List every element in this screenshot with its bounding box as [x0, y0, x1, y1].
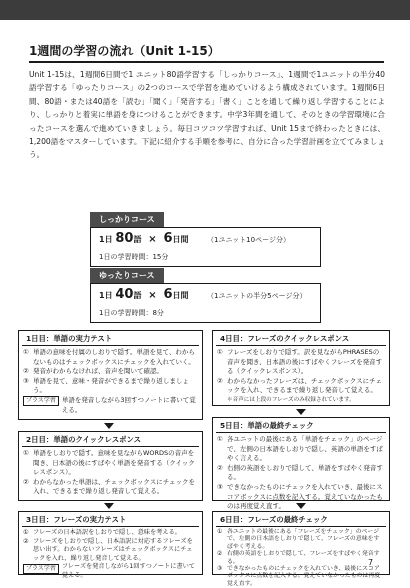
item-number: ② — [217, 463, 223, 472]
plus-study — [23, 563, 198, 580]
flow-arrow-down-icon — [104, 503, 114, 509]
item-text: できなかったものにチェックを入れていき、最後にスコアボックスに点数を記入する。覚えていなかったものは再度覚え直す。 — [227, 566, 381, 587]
step-item — [23, 348, 198, 367]
item-text: できなかったものにチェックを入れていき、最後にスコアボックスに点数を記入する。覚えていなかったものは再度覚え直す。 — [227, 482, 383, 511]
course-note: （1ユニット10ページ分） — [207, 236, 290, 244]
item-text: フレーズの日本語訳をしおりで隠し、意味を考える。 — [33, 529, 181, 536]
step-item — [23, 478, 198, 497]
step-note: ＊音声には上段のフレーズのみ収録されています。 — [227, 396, 355, 403]
course-time: 1日の学習時間：8分 — [99, 309, 164, 317]
item-number: ① — [23, 529, 29, 536]
step-item — [217, 566, 385, 588]
plus-study — [23, 396, 198, 415]
course-days-unit: 日間 — [172, 235, 189, 244]
intro-paragraph: Unit 1-15は、1週間6日間で1 ユニット80語学習する「しっかりコース」、1週間で1ユニットの半分40語学習する「ゆったりコース」の2つのコースで学習を進めていけるよう構成されています。1週間6日間、80語・または40語を「読む」「聞く」「発音する」「書く」ことを通して繰り返し学習することにより、しっかりと着実に単語を身につけることができます。中学3年間を通して、そのときの学習環境に合ったコースを選んで進めていきましょう。毎日コツコツ学習すれば、Unit 15まで終わったときには、1,200語をマスターしています。下記に紹介する手順を参考に、自分に合った学習計画を立ててみましょう。 — [29, 70, 385, 160]
step-day5 — [212, 417, 390, 511]
step-day2 — [18, 431, 203, 501]
course-words-unit: 語 — [133, 291, 142, 300]
item-text: 単語をしおりで隠す。意味を見ながらWORDSの音声を聞き、日本語の後にすばやく単語を発音する（クイックレスポンス）。 — [33, 449, 195, 477]
item-number: ② — [217, 551, 223, 558]
course-time: 1日の学習時間：15分 — [99, 253, 169, 261]
course-day: 1日 — [99, 235, 113, 244]
item-number: ② — [23, 477, 29, 486]
plus-study-text: フレーズを発音しながら1回すつノートに書いて覚える。 — [61, 563, 195, 579]
step-day6 — [212, 511, 390, 587]
item-text: 右側の英語をしおりで隠して、フレーズをすばやく発音する。 — [227, 551, 380, 565]
step-item — [217, 377, 385, 396]
step-item — [23, 449, 198, 478]
flow-arrow-down-icon — [296, 503, 306, 509]
course-words-num: 80 — [115, 231, 134, 246]
top-bar — [0, 0, 410, 20]
course-box-yuttari — [90, 283, 321, 323]
item-number: ① — [217, 435, 223, 443]
course-formula — [99, 231, 189, 246]
course-days-num: 6 — [163, 231, 173, 246]
item-number: ① — [217, 348, 223, 356]
step-item — [23, 367, 198, 377]
course-day: 1日 — [99, 291, 113, 300]
flow-arrow-down-icon — [296, 409, 306, 415]
step-title: 4日目：フレーズのクイックレスポンス — [216, 331, 386, 346]
item-text: 各ユニットの最後にある「フレーズをチェック」のページで、左側の日本語をしおりで隠して、フレーズの意味をすばやく考える。 — [227, 529, 380, 550]
step-day3 — [18, 511, 203, 579]
step-title: 2日目：単語のクイックレスポンス — [22, 432, 199, 447]
item-text: 各ユニットの最後にある「単語をチェック」のページで、左側の日本語をしおりで隠し、英語の単語をすばやく言える。 — [227, 435, 383, 463]
course-formula — [99, 287, 189, 302]
flow-arrow-down-icon — [104, 423, 114, 429]
step-title: 6日目：フレーズの最終チェック — [216, 512, 386, 527]
item-number: ② — [23, 367, 29, 376]
item-text: わからなかった単語は、チェックボックスにチェックを入れ、できるまで繰り返し発音して覚える。 — [33, 477, 196, 496]
step-item — [217, 435, 385, 464]
item-number: ③ — [217, 566, 223, 573]
step-item — [23, 377, 198, 396]
step-item — [217, 348, 385, 377]
step-item — [23, 538, 198, 564]
step-item — [23, 529, 198, 538]
step-title: 5日目：単語の最終チェック — [216, 418, 386, 433]
page-number: 7 — [368, 558, 374, 567]
plus-study-tag: プラス学習 — [23, 396, 59, 406]
course-days-unit: 日間 — [172, 291, 189, 300]
course-days-num: 6 — [163, 287, 173, 302]
item-number: ① — [217, 529, 223, 535]
course-note: （1ユニットの半分5ページ分） — [207, 292, 307, 300]
step-day1 — [18, 330, 203, 420]
item-text: 単語を見て、意味・発音ができるまで繰り返しましょう。 — [33, 376, 189, 395]
item-number: ③ — [217, 482, 223, 491]
item-text: 単語の意味を付属のしおりで隠す。単語を見て、わからないものはチェックボックスにチェックを入れていく。 — [33, 348, 195, 366]
item-text: 発音がわからなければ、音声を聞いて確認。 — [33, 367, 163, 376]
item-number: ③ — [23, 376, 29, 385]
item-number: ② — [217, 376, 223, 385]
plus-study-tag: プラス学習 — [23, 564, 59, 574]
section-title: 1週間の学習の流れ（Unit 1-15） — [29, 44, 220, 58]
item-text: 右側の英語をしおりで隠して、単語をすばやく発音する。 — [227, 463, 383, 482]
title-underline — [29, 61, 384, 63]
step-item — [217, 529, 385, 551]
times-sign: × — [148, 290, 157, 301]
step-title: 3日目：フレーズの実力テスト — [22, 512, 199, 527]
step-day4 — [212, 330, 390, 406]
item-number: ② — [23, 537, 29, 545]
course-label-shikkari: しっかりコース — [90, 212, 164, 227]
item-number: ① — [23, 348, 29, 356]
course-box-shikkari — [90, 227, 321, 267]
plus-study-text: 単語を発音しながら3回すつノートに書いて覚える。 — [61, 395, 196, 414]
course-label-yuttari: ゆったりコース — [90, 268, 164, 283]
item-text: わからなかったフレーズは、チェックボックスにチェックを入れ、できるまで繰り返し発音して覚える。 — [227, 376, 382, 395]
item-text: フレーズをしおりで隠す。訳を見ながらPHRASESの音声を聞き、日本語の後にすばやくフレーズを発音する（クイックレスポンス）。 — [227, 348, 383, 376]
step-item — [217, 464, 385, 483]
course-words-unit: 語 — [133, 235, 142, 244]
step-item — [217, 551, 385, 566]
item-text: フレーズをしおりで隠し、日本語訳に対応するフレーズを思い出す。わからないフレーズはチェックボックスにチェックを入れ、繰り返し発音して覚える。 — [33, 537, 193, 562]
step-title: 1日目：単語の実力テスト — [22, 331, 199, 346]
course-words-num: 40 — [115, 287, 134, 302]
times-sign: × — [148, 234, 157, 245]
item-number: ① — [23, 449, 29, 457]
